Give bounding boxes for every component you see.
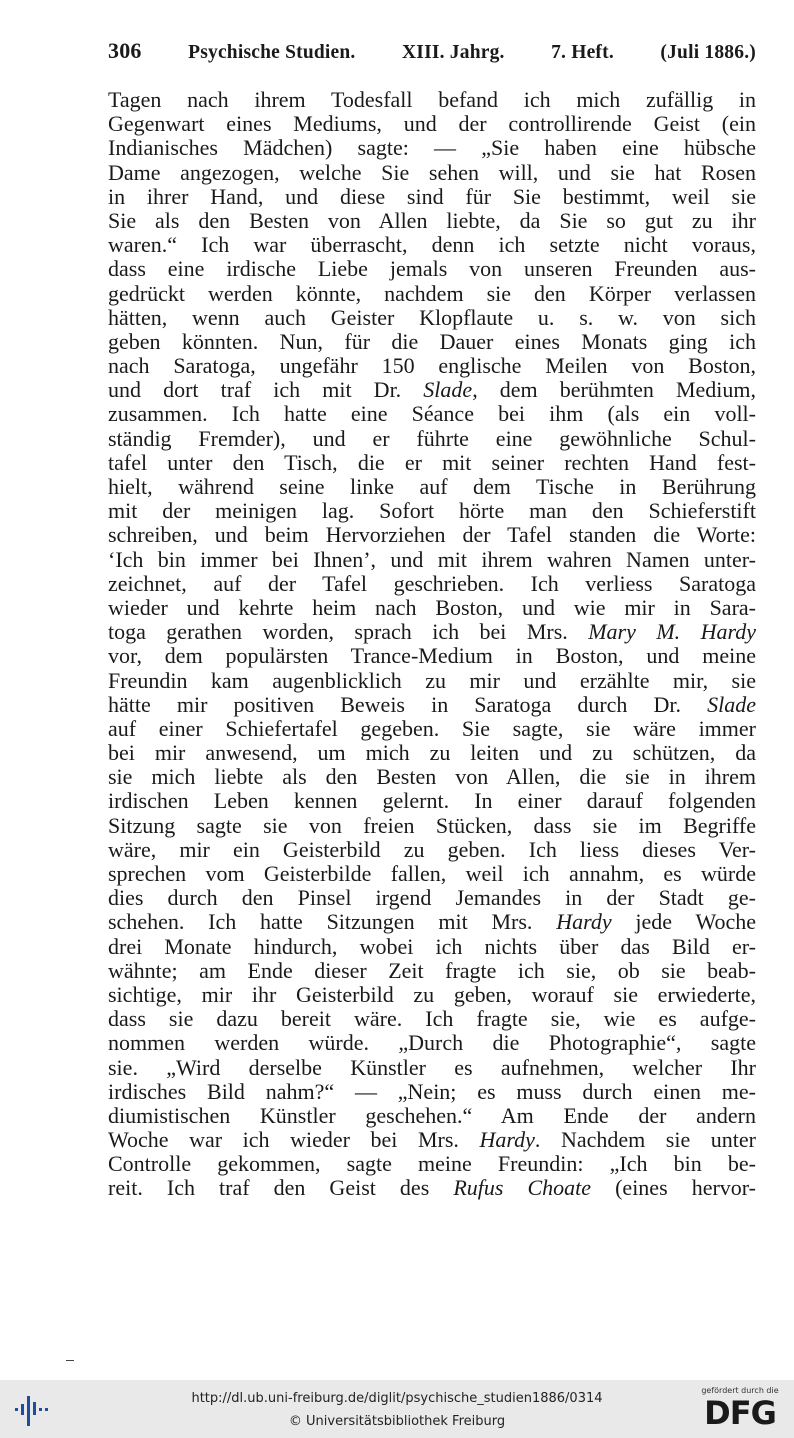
dfg-wordmark: DFG [704, 1394, 776, 1432]
text-line [108, 112, 756, 136]
journal-title: Psychische Studien. [188, 42, 356, 63]
text-run: wäre, mir ein Geisterbild zu geben. Ich liess dieses Ver- [108, 836, 756, 862]
text-line [108, 620, 756, 644]
text-run: wieder und kehrte heim nach Boston, und wie mir in Sara- [108, 594, 756, 620]
running-head [108, 38, 756, 64]
text-line [108, 427, 756, 451]
text-line [108, 354, 756, 378]
text-run: nommen werden würde. „Durch die Photographie“, sagte [108, 1030, 756, 1056]
text-line [108, 306, 756, 330]
text-run: dies durch den Pinsel irgend Jemandes in der Stadt ge- [108, 885, 756, 911]
text-line [108, 862, 756, 886]
text-line [108, 886, 756, 910]
text-run: Freundin kam augenblicklich zu mir und erzählte mir, sie [108, 667, 756, 693]
text-line [108, 983, 756, 1007]
text-line [108, 1104, 756, 1128]
text-line [108, 330, 756, 354]
text-run: auf einer Schiefertafel gegeben. Sie sagte, sie wäre immer [108, 715, 756, 741]
text-line [108, 475, 756, 499]
italic-name: Mary M. Hardy [588, 619, 756, 645]
text-run: toga gerathen worden, sprach ich bei Mrs. [108, 619, 589, 645]
italic-name: Hardy [479, 1127, 535, 1153]
text-line [108, 402, 756, 426]
text-line [108, 161, 756, 185]
text-line [108, 185, 756, 209]
text-line [108, 548, 756, 572]
text-line [108, 523, 756, 547]
italic-name: Slade [423, 377, 473, 403]
text-run: mit der meinigen lag. Sofort hörte man den Schieferstift [108, 498, 756, 524]
text-run: dass eine irdische Liebe jemals von unseren Freunden aus- [108, 256, 756, 282]
page-mark [66, 1360, 74, 1361]
text-line [108, 572, 756, 596]
text-run: waren.“ Ich war überrascht, denn ich setzte nicht voraus, [108, 232, 756, 258]
text-run: schehen. Ich hatte Sitzungen mit Mrs. [108, 909, 557, 935]
page-number: 306 [108, 38, 142, 63]
text-run: zeichnet, auf der Tafel geschrieben. Ich verliess Saratoga [108, 570, 756, 596]
text-line [108, 1080, 756, 1104]
text-run: vor, dem populärsten Trance-Medium in Boston, und meine [108, 643, 756, 669]
text-line [108, 838, 756, 862]
issue: 7. Heft. [551, 42, 614, 63]
text-run: schreiben, und beim Hervorziehen der Tafel standen die Worte: [108, 522, 756, 548]
text-run: sie. „Wird derselbe Künstler es aufnehmen, welcher Ihr [108, 1054, 756, 1080]
text-run: reit. Ich traf den Geist des [108, 1175, 454, 1201]
text-line [108, 1056, 756, 1080]
text-run: hätte mir positiven Beweis in Saratoga durch Dr. [108, 691, 708, 717]
text-run: Woche war ich wieder bei Mrs. [108, 1127, 480, 1153]
dfg-logo [696, 1386, 784, 1434]
text-run: geben könnten. Nun, für die Dauer eines Monats ging ich [108, 328, 756, 354]
text-run: Indianisches Mädchen) sagte: — „Sie haben eine hübsche [108, 135, 756, 161]
text-run: hielt, während seine linke auf dem Tische in Berührung [108, 474, 756, 499]
text-line [108, 209, 756, 233]
text-line [108, 1128, 756, 1152]
text-line [108, 765, 756, 789]
text-line [108, 378, 756, 402]
text-line [108, 233, 756, 257]
text-line [108, 1152, 756, 1176]
text-run: dass sie dazu bereit wäre. Ich fragte sie, wie es aufge- [108, 1006, 756, 1032]
source-url[interactable]: http://dl.ub.uni-freiburg.de/diglit/psychische_studien1886/0314 [191, 1391, 603, 1406]
text-run: . Nachdem sie unter [534, 1127, 757, 1153]
text-run: irdischen Leben kennen gelernt. In einer darauf folgenden [108, 788, 756, 814]
text-run: ständig Fremder), und er führte eine gewöhnliche Schul- [108, 425, 756, 451]
text-run: hätten, wenn auch Geister Klopflaute u. s. w. von sich [108, 304, 756, 330]
text-line [108, 693, 756, 717]
copyright-notice: © Universitätsbibliothek Freiburg [288, 1414, 506, 1429]
text-line [108, 451, 756, 475]
text-run: tafel unter den Tisch, die er mit seiner rechten Hand fest- [108, 449, 756, 475]
text-line [108, 959, 756, 983]
text-run: nach Saratoga, ungefähr 150 englische Meilen von Boston, [108, 353, 756, 379]
text-run: Gegenwart eines Mediums, und der controllirende Geist (ein [108, 111, 756, 137]
dfg-tagline: gefördert durch die [701, 1386, 779, 1395]
text-run: jede Woche [611, 909, 756, 935]
text-line [108, 789, 756, 813]
text-line [108, 596, 756, 620]
text-run: Tagen nach ihrem Todesfall befand ich mich zufällig in [108, 87, 756, 112]
text-line [108, 644, 756, 668]
text-line [108, 669, 756, 693]
text-run: wähnte; am Ende dieser Zeit fragte ich sie, ob sie beab- [108, 957, 756, 983]
text-run: Sie als den Besten von Allen liebte, da Sie so gut zu ihr [108, 207, 756, 233]
italic-name: Hardy [556, 909, 612, 935]
text-line [108, 136, 756, 160]
text-line [108, 282, 756, 306]
italic-name: Slade [707, 691, 756, 717]
text-run: (eines hervor- [591, 1175, 756, 1201]
text-run: in ihrer Hand, und diese sind für Sie bestimmt, weil sie [108, 183, 756, 209]
text-run: , dem berühmten Medium, [472, 377, 756, 403]
text-line [108, 88, 756, 112]
text-run: Dame angezogen, welche Sie sehen will, und sie hat Rosen [108, 159, 756, 185]
text-line [108, 935, 756, 959]
italic-name: Rufus Choate [453, 1175, 592, 1201]
text-line [108, 257, 756, 281]
body-text [108, 88, 756, 1201]
text-line [108, 1007, 756, 1031]
text-line [108, 1031, 756, 1055]
text-run: Sitzung sagte sie von freien Stücken, dass sie im Begriffe [108, 812, 756, 838]
text-line [108, 814, 756, 838]
text-run: bei mir anwesend, um mich zu leiten und zu schützen, da [108, 740, 756, 766]
text-run: ‘Ich bin immer bei Ihnen’, und mit ihrem wahren Namen unter- [108, 546, 756, 572]
text-line [108, 910, 756, 934]
text-line [108, 499, 756, 523]
text-run: drei Monate hindurch, wobei ich nichts über das Bild er- [108, 933, 756, 959]
issue-date: (Juli 1886.) [660, 42, 756, 63]
text-run: und dort traf ich mit Dr. [108, 377, 424, 403]
text-run: sichtige, mir ihr Geisterbild zu geben, worauf sie erwiederte, [108, 981, 756, 1007]
text-run: diumistischen Künstler geschehen.“ Am Ende der andern [108, 1102, 756, 1128]
volume: XIII. Jahrg. [402, 42, 505, 63]
text-run: zusammen. Ich hatte eine Séance bei ihm (als ein voll- [108, 401, 756, 427]
text-line [108, 1176, 756, 1200]
text-run: sprechen vom Geisterbilde fallen, weil ich annahm, es würde [108, 861, 756, 886]
text-run: sie mich liebte als den Besten von Allen, die sie in ihrem [108, 764, 756, 790]
text-line [108, 717, 756, 741]
text-run: irdisches Bild nahm?“ — „Nein; es muss durch einen me- [108, 1078, 756, 1104]
viewer-footer [0, 1380, 794, 1438]
text-line [108, 741, 756, 765]
text-run: gedrückt werden könnte, nachdem sie den Körper verlassen [108, 280, 756, 306]
text-run: Controlle gekommen, sagte meine Freundin: „Ich bin be- [108, 1151, 756, 1177]
